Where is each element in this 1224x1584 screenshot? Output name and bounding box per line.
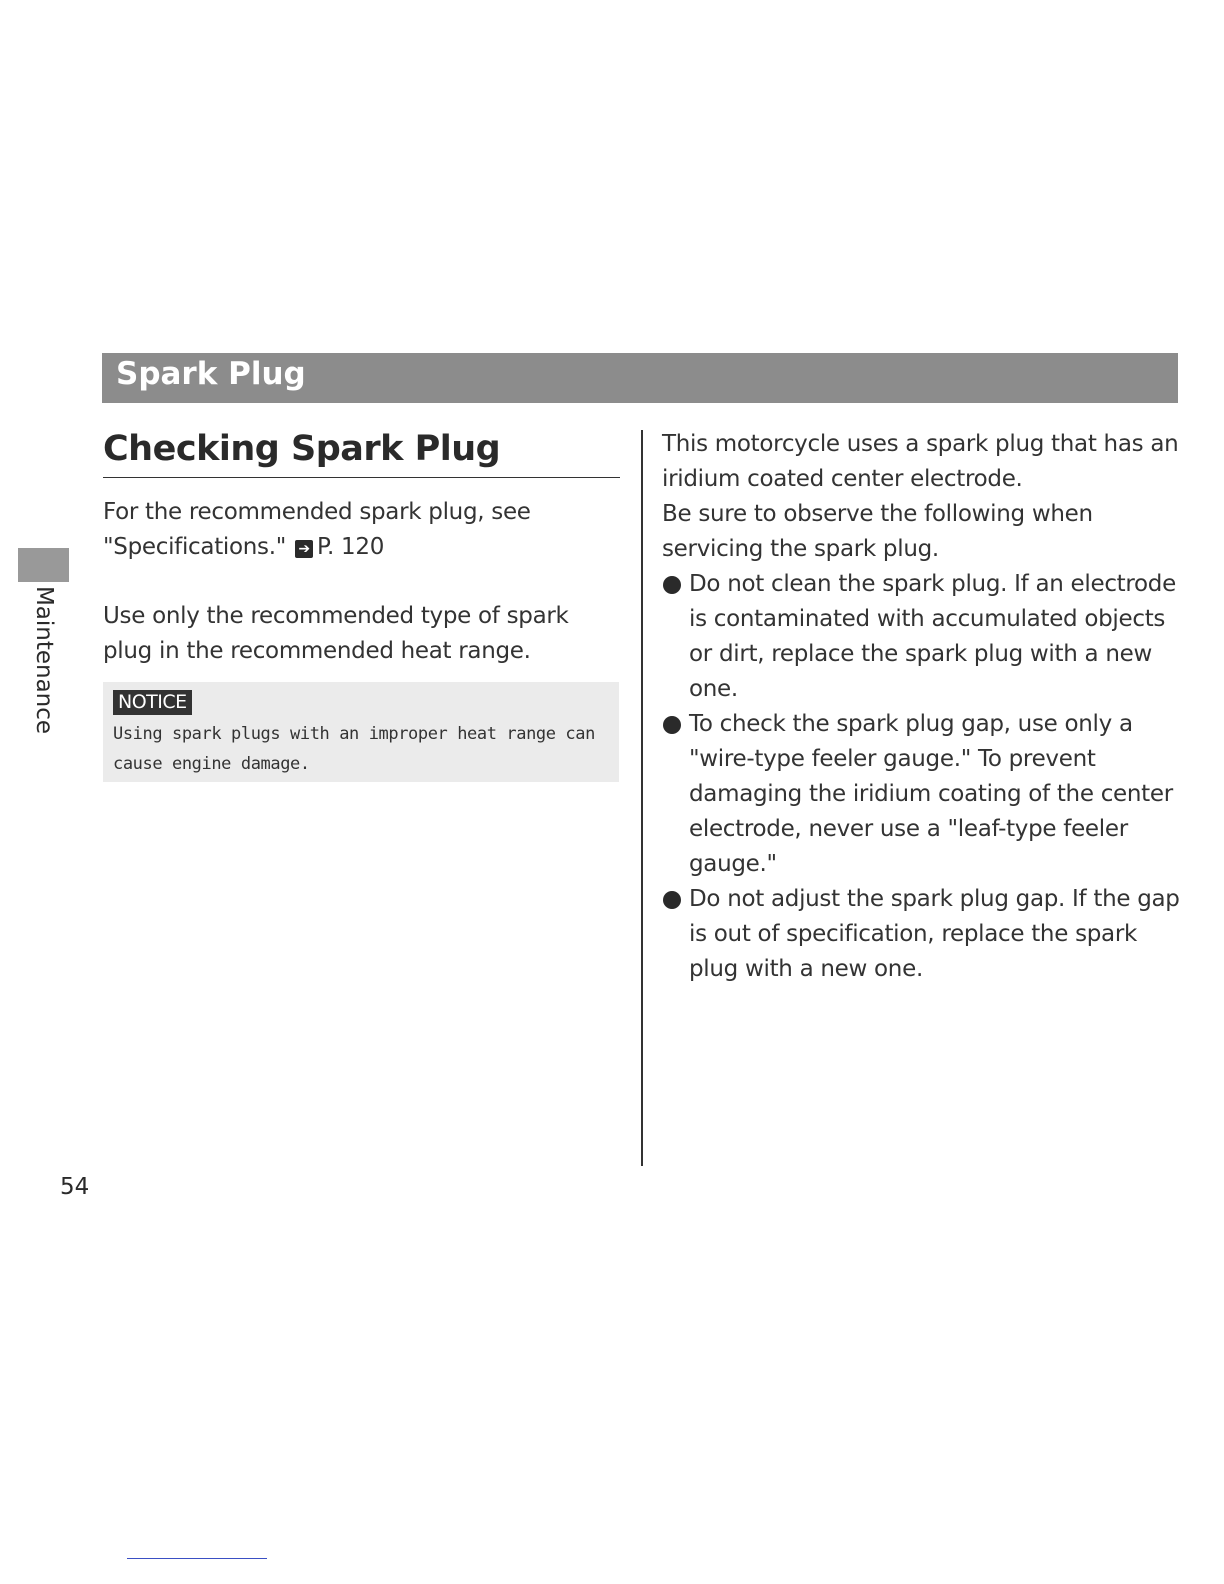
sub-heading: Checking Spark Plug	[103, 425, 620, 478]
bullet-icon	[663, 716, 681, 734]
reference-paragraph	[103, 495, 620, 565]
bottom-link-underline	[127, 1558, 267, 1559]
reference-line-2	[103, 530, 620, 565]
page-number: 54	[60, 1174, 90, 1200]
intro-paragraph-2: Be sure to observe the following when servicing the spark plug.	[662, 501, 1093, 562]
intro-paragraph-1: This motorcycle uses a spark plug that has an iridium coated center electrode.	[662, 431, 1179, 492]
bullet-icon	[663, 891, 681, 909]
usage-paragraph: Use only the recommended type of spark plug in the recommended heat range.	[103, 603, 569, 664]
reference-label: "Specifications."	[103, 534, 287, 560]
bullet-list	[662, 567, 1182, 987]
list-item-text: Do not adjust the spark plug gap. If the gap is out of specification, replace the spark plug with a new one.	[689, 886, 1180, 982]
notice-box	[103, 682, 619, 782]
list-item	[662, 567, 1182, 707]
list-item-text: Do not clean the spark plug. If an electrode is contaminated with accumulated objects or dirt, replace the spark plug with a new one.	[689, 571, 1176, 702]
page-reference-arrow-icon: ➔	[295, 540, 313, 558]
section-banner	[102, 353, 1178, 403]
list-item	[662, 882, 1182, 987]
side-tab-marker	[18, 548, 69, 582]
side-tab-label: Maintenance	[31, 585, 57, 735]
notice-text: Using spark plugs with an improper heat range can cause engine damage.	[113, 724, 595, 774]
page-reference-link[interactable]: P. 120	[317, 534, 385, 560]
column-divider	[641, 430, 643, 1166]
left-column	[103, 425, 620, 782]
bullet-icon	[663, 576, 681, 594]
notice-badge: NOTICE	[113, 690, 192, 715]
right-column	[662, 427, 1182, 987]
section-title: Spark Plug	[116, 356, 306, 392]
list-item-text: To check the spark plug gap, use only a "wire-type feeler gauge." To prevent damaging the iridium coating of the center electrode, never use a "leaf-type feeler gauge."	[689, 711, 1173, 877]
list-item	[662, 707, 1182, 882]
reference-line-1: For the recommended spark plug, see	[103, 499, 531, 525]
